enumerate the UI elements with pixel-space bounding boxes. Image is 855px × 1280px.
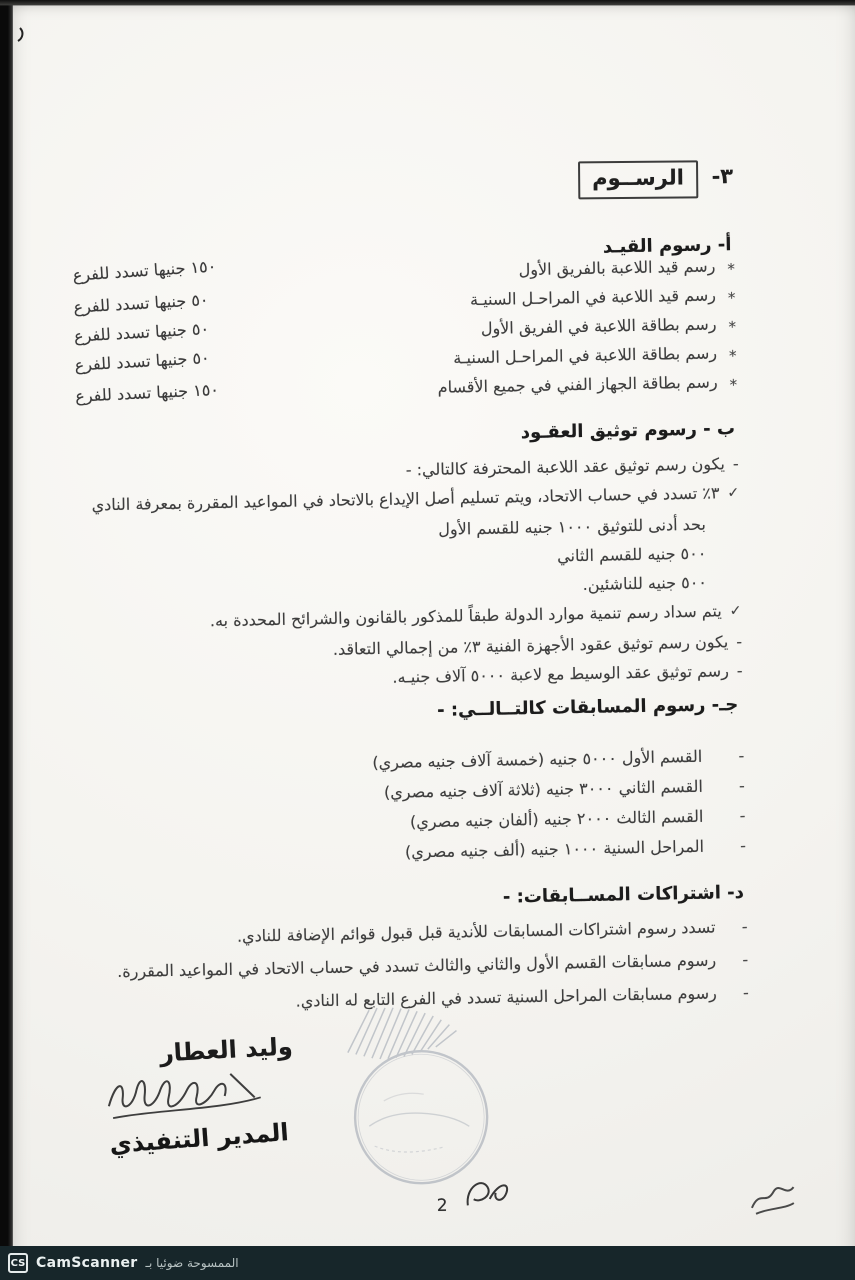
official-stamp (327, 1004, 506, 1192)
fee-item-label: رسم بطاقة اللاعبة في الفريق الأول (480, 314, 717, 338)
pen-mark-bottom-right (745, 1179, 801, 1220)
title-number: ٣- (711, 164, 734, 189)
section-d-heading: د- اشتراكات المســابقات: - (502, 881, 745, 908)
competition-fee-list (372, 746, 746, 873)
contract-line-text: ٣٪ تسدد في حساب الاتحاد، ويتم تسليم أصل الإيداع بالاتحاد في المواعيد المقررة بمعرفة النادي (91, 483, 720, 515)
fee-item-amount: ٥٠ جنيها تسدد للفرع (72, 289, 209, 317)
dash-bullet-icon: - (736, 660, 743, 681)
section-a-heading: أ- رسوم القيـد (602, 234, 732, 258)
contract-line-text: رسم توثيق عقد الوسيط مع لاعبة ٥٠٠٠ آلاف جنيـه. (392, 661, 730, 687)
signature-scribble (102, 1065, 278, 1128)
scanned-with-label: الممسوحة ضوئيا بـ (145, 1256, 239, 1270)
bullet-icon: * (728, 347, 737, 366)
subscription-row-text: رسوم مسابقات المراحل السنية تسدد في الفرع التابع له النادي. (295, 983, 717, 1011)
competition-row-text: القسم الثاني ٣٠٠٠ جنيه (ثلاثة آلاف جنيه مصري) (383, 776, 704, 802)
dash-bullet-icon: - (741, 916, 748, 937)
section-b-heading: ب - رسوم توثيق العقـود (520, 418, 736, 444)
dash-bullet-icon: - (736, 631, 743, 652)
scan-edge-left (0, 0, 13, 1246)
bullet-icon: * (727, 289, 736, 308)
bullet-icon: * (727, 260, 736, 279)
fee-item-amount: ١٥٠ جنيها تسدد للفرع (72, 256, 217, 285)
fee-item-label: رسم بطاقة الجهاز الفني في جميع الأقسام (437, 372, 718, 397)
document-title (578, 159, 733, 200)
fee-item-amount: ١٥٠ جنيها تسدد للفرع (74, 379, 220, 406)
contract-fee-list (58, 449, 742, 698)
dash-bullet-icon: - (738, 775, 745, 796)
bullet-icon: * (729, 376, 738, 395)
page-number: 2 (436, 1195, 448, 1216)
competition-row (374, 836, 746, 873)
camscanner-logo-icon: CS (8, 1253, 28, 1273)
competition-row-text: القسم الأول ٥٠٠٠ جنيه (خمسة آلاف جنيه مصري) (372, 746, 703, 773)
camscanner-brand: CamScanner (36, 1255, 138, 1271)
dash-bullet-icon: - (738, 745, 745, 766)
contract-line-text: ٥٠٠ جنيه للناشئين. (582, 572, 708, 595)
contract-line-text: يتم سداد رسم تنمية موارد الدولة طبقاً للمذكور بالقانون والشرائح المحددة به. (209, 601, 722, 631)
title-boxed-word: الرســوم (578, 160, 698, 199)
registration-fee-list (73, 256, 738, 414)
contract-line-text: يكون رسم توثيق عقود الأجهزة الفنية ٣٪ من إجمالي التعاقد. (332, 632, 729, 659)
scan-edge-top (0, 0, 855, 6)
signatory-name: وليد العطار (159, 1032, 294, 1068)
fee-item-amount: ٥٠ جنيها تسدد للفرع (74, 347, 211, 375)
fee-item-amount: ٥٠ جنيها تسدد للفرع (73, 318, 210, 346)
camscanner-watermark-bar (0, 1246, 855, 1280)
competition-row-text: القسم الثالث ٢٠٠٠ جنيه (ألفان جنيه مصري) (409, 806, 704, 832)
contract-line-text: بحد أدنى للتوثيق ١٠٠٠ جنيه للقسم الأول (438, 514, 706, 539)
tick-bullet-icon: ✓ (727, 485, 740, 502)
dash-bullet-icon: - (742, 982, 749, 1003)
contract-line-text: ٥٠٠ جنيه للقسم الثاني (557, 543, 707, 566)
pen-mark-top-left (15, 26, 27, 44)
dash-bullet-icon: - (742, 949, 749, 970)
competition-row-text: المراحل السنية ١٠٠٠ جنيه (ألف جنيه مصري) (404, 836, 705, 862)
contract-line-text: يكون رسم توثيق عقد اللاعبة المحترفة كالتالي: - (405, 454, 726, 480)
dash-bullet-icon: - (732, 454, 739, 474)
section-c-heading: جـ- رسوم المسابقات كالتــالــي: - (436, 694, 739, 721)
bullet-icon: * (728, 318, 737, 337)
fee-item-label: رسم قيد اللاعبة في المراحـل السنيـة (469, 285, 717, 310)
subscription-row-text: تسدد رسوم اشتراكات المسابقات للأندية قبل قبول قوائم الإضافة للنادي. (236, 917, 716, 946)
tick-bullet-icon: ✓ (729, 602, 742, 620)
subscription-row-text: رسوم مسابقات القسم الأول والثاني والثالث تسدد في حساب الاتحاد في المواعيد المقررة. (116, 950, 717, 982)
pen-mark-page-number (455, 1168, 526, 1219)
fee-item-label: رسم قيد اللاعبة بالفريق الأول (518, 256, 716, 280)
dash-bullet-icon: - (740, 835, 747, 856)
fee-item-label: رسم بطاقة اللاعبة في المراحـل السنيـة (453, 343, 718, 368)
dash-bullet-icon: - (739, 805, 746, 826)
signatory-role: المدير التنفيذي (108, 1118, 290, 1159)
